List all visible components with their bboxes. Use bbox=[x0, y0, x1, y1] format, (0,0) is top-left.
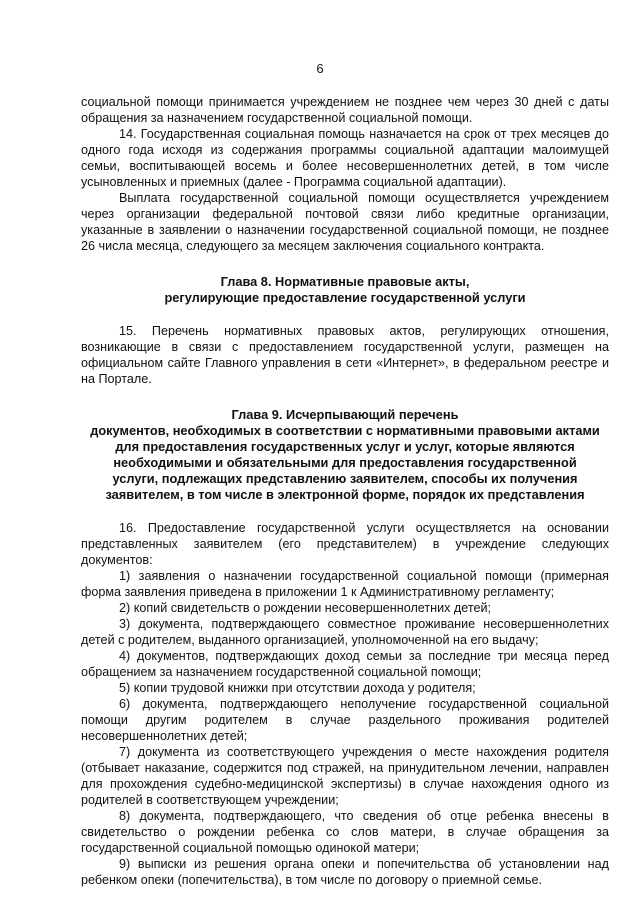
chapter-9-title-line: услуги, подлежащих представлению заявителем, способы их получения bbox=[112, 471, 578, 486]
chapter-8-heading bbox=[81, 274, 609, 306]
paragraph-payment: Выплата государственной социальной помощи осуществляется учреждением через организации федеральной почтовой связи либо кредитные организации, указанные в заявлении о назначении государственной социальной помощи, не позднее 26 числа месяца, следующего за месяцем заключения социального контракта. bbox=[81, 191, 609, 253]
list-item: 9) выписки из решения органа опеки и попечительства об установлении над ребенком опеки (попечительства), в том числе по договору о приемной семье. bbox=[81, 857, 609, 887]
list-item: 3) документа, подтверждающего совместное проживание несовершеннолетних детей с родителем, выданного организацией, уполномоченной на его выдачу; bbox=[81, 617, 609, 647]
document-body bbox=[81, 94, 609, 888]
chapter-9-title-line: документов, необходимых в соответствии с нормативными правовыми актами bbox=[90, 423, 600, 438]
chapter-9-title-line: заявителем, в том числе в электронной форме, порядок их представления bbox=[105, 487, 585, 502]
list-item: 1) заявления о назначении государственной социальной помощи (примерная форма заявления приведена в приложении 1 к Административному регламенту; bbox=[81, 569, 609, 599]
paragraph-14: 14. Государственная социальная помощь назначается на срок от трех месяцев до одного года исходя из содержания программы социальной адаптации малоимущей семьи, воспитывающей восемь и более несовершеннолетних детей, в том числе усыновленных и приемных (далее - Программа социальной адаптации). bbox=[81, 127, 609, 189]
list-item: 8) документа, подтверждающего, что сведения об отце ребенка внесены в свидетельство о рождении ребенка со слов матери, в случае обращения за государственной социальной помощью одинокой матери; bbox=[81, 809, 609, 855]
page-number: 6 bbox=[316, 61, 324, 76]
paragraph-continuation: социальной помощи принимается учреждением не позднее чем через 30 дней с даты обращения за назначением государственной социальной помощи. bbox=[81, 95, 609, 125]
paragraph-16: 16. Предоставление государственной услуги осуществляется на основании представленных заявителем (его представителем) в учреждение следующих документов: bbox=[81, 521, 609, 567]
list-item: 5) копии трудовой книжки при отсутствии дохода у родителя; bbox=[119, 681, 476, 695]
paragraph-15: 15. Перечень нормативных правовых актов, регулирующих отношения, возникающие в связи с предоставлением государственной услуги, размещен на официальном сайте Главного управления в сети «Интернет», в федеральном реестре и на Портале. bbox=[81, 324, 609, 386]
chapter-9-title-line: для предоставления государственных услуг и услуг, которые являются bbox=[115, 439, 575, 454]
chapter-8-title-line: Глава 8. Нормативные правовые акты, bbox=[220, 274, 470, 289]
chapter-9-title-line: необходимыми и обязательными для предоставления государственной bbox=[113, 455, 577, 470]
list-item: 6) документа, подтверждающего неполучение государственной социальной помощи другим родителем в случае раздельного проживания родителей несовершеннолетних детей; bbox=[81, 697, 609, 743]
list-item: 2) копий свидетельств о рождении несовершеннолетних детей; bbox=[119, 601, 492, 615]
chapter-9-heading bbox=[81, 407, 609, 503]
chapter-8-title-line: регулирующие предоставление государственной услуги bbox=[164, 290, 526, 305]
chapter-9-title-line: Глава 9. Исчерпывающий перечень bbox=[231, 407, 459, 422]
list-item: 7) документа из соответствующего учреждения о месте нахождения родителя (отбывает наказание, содержится под стражей, на принудительном лечении, направлен для прохождения судебно-медицинской экспертизы) в случае нахождения одного из родителей в соответствующем учреждении; bbox=[81, 745, 609, 807]
list-item: 4) документов, подтверждающих доход семьи за последние три месяца перед обращением за назначением государственной социальной помощи; bbox=[81, 649, 609, 679]
